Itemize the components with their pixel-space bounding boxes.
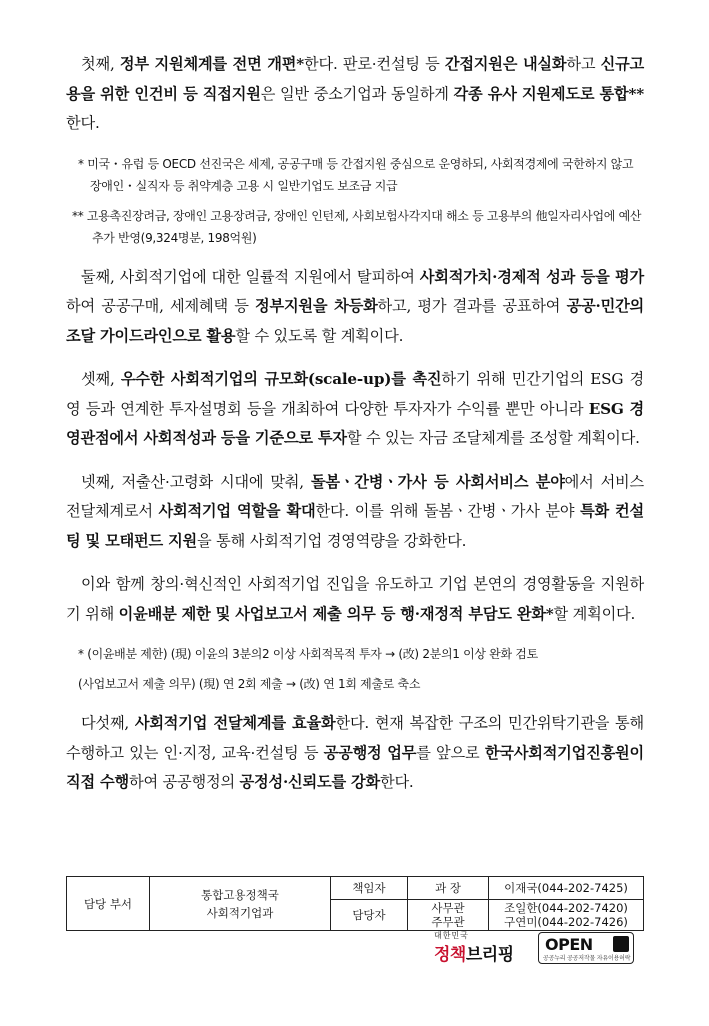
bold-text: 돌봄ㆍ간병ㆍ가사 등 사회서비스 분야 [310,472,565,491]
briefing-logo-small-text: 대한민국 [434,931,469,940]
staff-persons [489,900,644,931]
bold-text: 공공·민간의 조달 가이드라인으로 활용 [66,297,645,345]
dept-label: 담당 부서 [67,877,150,931]
paragraph [66,468,644,557]
open-logo-subtext: 공공누리 공공저작물 자유이용허락 [543,955,631,962]
paragraph [66,570,644,629]
briefing-logo-red: 정책 [434,945,466,965]
paragraph [66,263,644,352]
bold-text: 한국사회적기업진흥원이 직접 수행 [66,743,644,791]
text: 은 일반 중소기업과 동일하게 [260,84,454,103]
footnote: * 미국・유럽 등 OECD 선진국은 세제, 공공구매 등 간접지원 중심으로 운영하되, 사회적경제에 국한하지 않고 장애인・실직자 등 취약계층 고용 시 일반기업도 보조금 지급 [78,156,634,193]
text: 하고 [566,55,601,73]
text: 다섯째, [81,714,135,732]
document-body [66,50,644,812]
text: 할 수 있도록 할 계획이다. [235,326,404,345]
text: 하고, 평가 결과를 공표하여 [377,297,567,315]
contact-table [66,876,644,931]
text: 할 수 있는 자금 조달체계를 조성할 계획이다. [346,429,640,447]
responsible-person: 이재국(044-202-7425) [489,877,644,900]
staff-person-1: 조일한(044-202-7420) [504,901,628,915]
policy-briefing-logo [430,930,524,966]
briefing-logo-text [434,940,514,965]
staff-person-2: 구연미(044-202-7426) [504,915,628,929]
staff-title-2: 주무관 [431,915,465,929]
bold-text: 신규고용을 위한 인건비 등 직접지원 [66,55,645,103]
text: 첫째, [81,55,120,73]
paragraph [66,50,644,139]
briefing-logo-black: 브리핑 [465,945,514,965]
text: 할 계획이다. [553,604,636,623]
bold-text: 이윤배분 제한 및 사업보고서 제출 의무 등 행·재정적 부담도 완화* [118,604,554,623]
text: 한다. 현재 복잡한 구조의 민간위탁기관을 통해 수행하고 있는 인·지정, 교육·컨설팅 등 [66,714,644,762]
text: 를 앞으로 [416,743,485,762]
bold-text: 특화 컨설팅 및 모태펀드 지원 [66,502,644,550]
paragraph [66,709,644,798]
bold-text: 간접지원은 내실화 [444,55,567,73]
text: 에서 서비스 전달체계로서 [66,472,644,520]
license-badge-icon [613,936,629,952]
footer-logos [430,928,646,968]
dept-name [150,877,331,931]
bold-text: 각종 유사 지원제도로 통합** [453,84,644,103]
staff-titles [408,900,489,931]
dept-line-1: 통합고용정책국 [201,887,279,902]
text: 셋째, [81,370,121,388]
text: 한다. [66,114,100,132]
kogl-open-logo [538,932,634,964]
dept-line-2: 사회적기업과 [206,905,274,920]
bold-text: 우수한 사회적기업의 규모화(scale-up)를 촉진 [120,370,442,388]
bold-text: 사회적기업 역할을 확대 [158,502,316,520]
text: 하여 공공행정의 [128,773,240,791]
bold-text: 공공행정 업무 [323,743,417,762]
footnote: (사업보고서 제출 의무) (現) 연 2회 제출 → (改) 연 1회 제출로 축소 [78,677,421,691]
open-logo-text: OPEN [545,935,593,954]
bold-text: 정부 지원체계를 전면 개편* [119,55,304,73]
bold-text: 정부지원을 차등화 [255,297,378,315]
text: 하기 위해 민간기업의 ESG 경영 등과 연계한 투자설명회 등을 개최하여 다양한 투자자가 수익률 뿐만 아니라 [66,370,645,418]
staff-label: 담당자 [331,900,408,931]
responsible-label: 책임자 [331,877,408,900]
footnote: * (이윤배분 제한) (現) 이윤의 3분의2 이상 사회적목적 투자 → (改) 2분의1 이상 완화 검토 [78,647,538,661]
bold-text: 사회적기업 전달체계를 효율화 [134,714,336,732]
text: 하여 공공구매, 세제혜택 등 [66,297,256,315]
paragraph [66,365,644,454]
bold-text: 사회적가치·경제적 성과 등을 평가 [419,267,644,286]
footnote: ** 고용촉진장려금, 장애인 고용장려금, 장애인 인턴제, 사회보험사각지대 해소 등 고용부의 他일자리사업에 예산 추가 반영(9,324명분, 198억원) [72,208,642,245]
text: 한다. [379,773,414,791]
responsible-title: 과 장 [408,877,489,900]
bold-text: ESG 경영관점에서 사회적성과 등을 기준으로 투자 [66,399,644,447]
text: 넷째, 저출산·고령화 시대에 맞춰, [81,472,311,491]
staff-title-1: 사무관 [431,901,465,915]
text: 을 통해 사회적기업 경영역량을 강화한다. [197,531,467,550]
text: 한다. 이를 위해 돌봄ㆍ간병ㆍ가사 분야 [315,502,580,520]
text: 한다. 판로·컨설팅 등 [304,55,445,73]
bold-text: 공정성·신뢰도를 강화 [239,773,380,791]
text: 이와 함께 창의·혁신적인 사회적기업 진입을 유도하고 기업 본연의 경영활동을 지원하기 위해 [66,575,644,623]
text: 둘째, 사회적기업에 대한 일률적 지원에서 탈피하여 [81,267,420,286]
